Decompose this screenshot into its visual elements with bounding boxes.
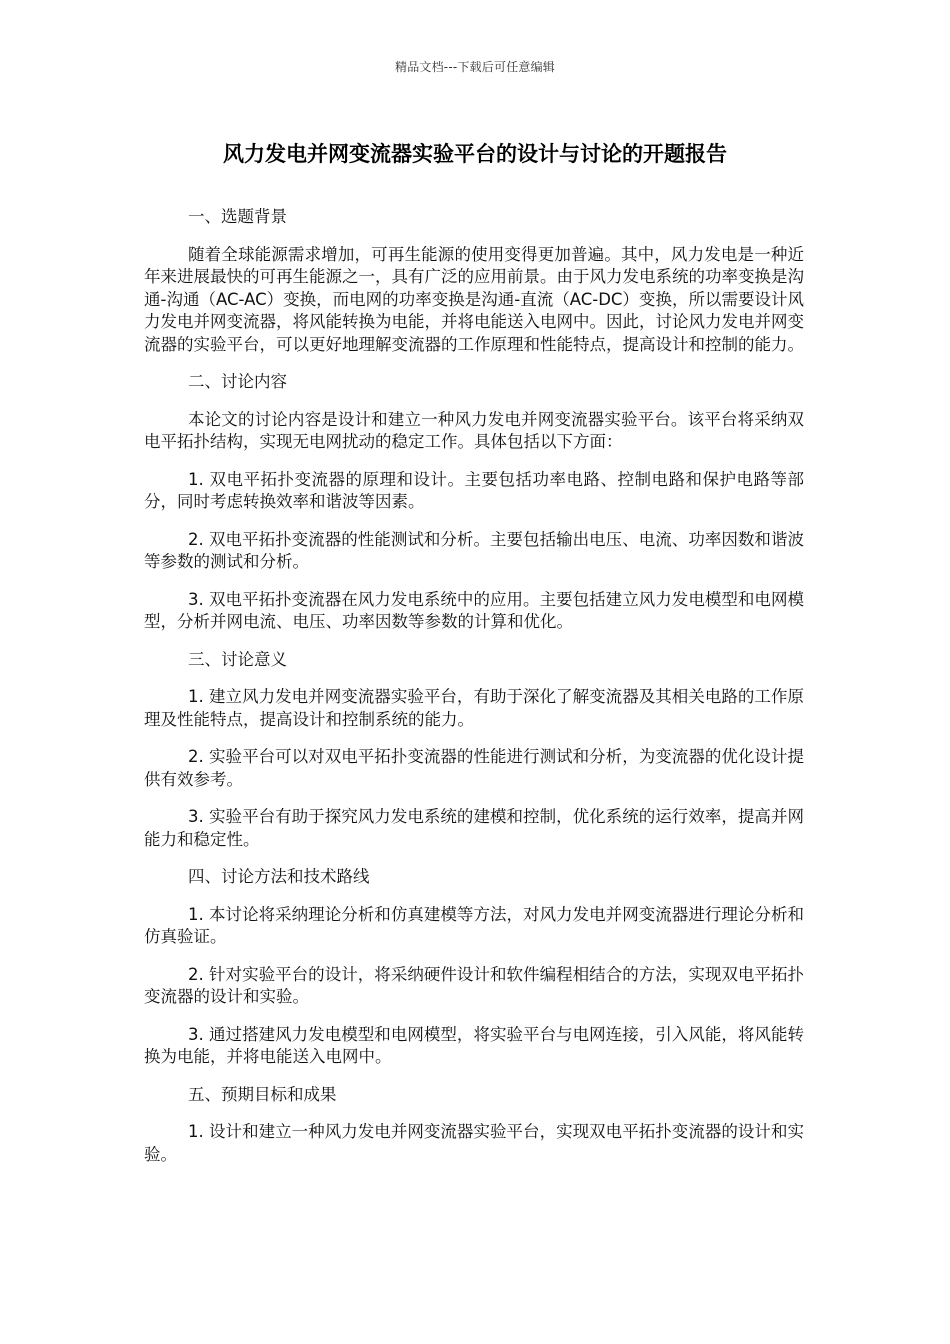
section-heading-background: 一、选题背景 (188, 207, 287, 226)
methods-item-3: 3. 通过搭建风力发电模型和电网模型，将实验平台与电网连接，引入风能，将风能转换为电能，并将电能送入电网中。 (144, 1024, 804, 1066)
significance-item-3: 3. 实验平台有助于探究风力发电系统的建模和控制，优化系统的运行效率，提高并网能力和稳定性。 (144, 807, 804, 849)
significance-item-2: 2. 实验平台可以对双电平拓扑变流器的性能进行测试和分析，为变流器的优化设计提供有效参考。 (144, 747, 804, 789)
section-heading-goals: 五、预期目标和成果 (188, 1084, 337, 1104)
section-heading-significance: 三、讨论意义 (188, 649, 287, 669)
document-body (144, 206, 804, 1181)
content-item-2: 2. 双电平拓扑变流器的性能测试和分析。主要包括输出电压、电流、功率因数和谐波等参数的测试和分析。 (144, 529, 804, 571)
page-header: 精品文档---下载后可任意编辑 (395, 60, 555, 74)
section-heading-content: 二、讨论内容 (188, 372, 287, 391)
content-item-1: 1. 双电平拓扑变流器的原理和设计。主要包括功率电路、控制电路和保护电路等部分，同时考虑转换效率和谐波等因素。 (144, 469, 804, 511)
goals-item-1: 1. 设计和建立一种风力发电并网变流器实验平台，实现双电平拓扑变流器的设计和实验。 (144, 1122, 804, 1164)
paragraph-background: 随着全球能源需求增加，可再生能源的使用变得更加普遍。其中，风力发电是一种近年来进展最快的可再生能源之一，具有广泛的应用前景。由于风力发电系统的功率变换是沟通-沟通（AC-AC）变换，而电网的功率变换是沟通-直流（AC-DC）变换，所以需要设计风力发电并网变流器，将风能转换为电能，并将电能送入电网中。因此，讨论风力发电并网变流器的实验平台，可以更好地理解变流器的工作原理和性能特点，提高设计和控制的能力。 (144, 244, 804, 354)
significance-item-1: 1. 建立风力发电并网变流器实验平台，有助于深化了解变流器及其相关电路的工作原理及性能特点，提高设计和控制系统的能力。 (144, 687, 804, 729)
section-heading-methods: 四、讨论方法和技术路线 (188, 867, 370, 886)
content-item-3: 3. 双电平拓扑变流器在风力发电系统中的应用。主要包括建立风力发电模型和电网模型，分析并网电流、电压、功率因数等参数的计算和优化。 (144, 589, 804, 631)
methods-item-1: 1. 本讨论将采纳理论分析和仿真建模等方法，对风力发电并网变流器进行理论分析和仿真验证。 (144, 904, 804, 946)
document-title: 风力发电并网变流器实验平台的设计与讨论的开题报告 (223, 142, 727, 166)
paragraph-content-intro: 本论文的讨论内容是设计和建立一种风力发电并网变流器实验平台。该平台将采纳双电平拓扑结构，实现无电网扰动的稳定工作。具体包括以下方面： (144, 409, 804, 451)
methods-item-2: 2. 针对实验平台的设计，将采纳硬件设计和软件编程相结合的方法，实现双电平拓扑变流器的设计和实验。 (144, 964, 804, 1006)
